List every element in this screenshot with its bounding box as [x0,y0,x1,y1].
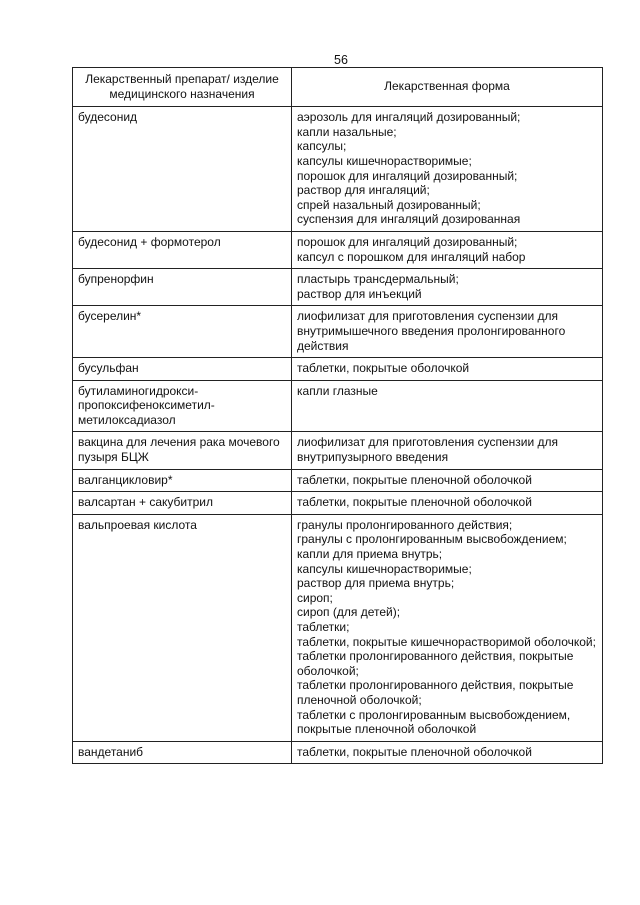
dosage-form-item: лиофилизат для приготовления суспензии для внутрипузырного введения [297,435,559,465]
dosage-form-item: гранулы пролонгированного действия; [297,517,513,532]
dosage-form-item: капли для приема внутрь; [297,547,443,562]
table-row [73,306,603,358]
dosage-form-item: раствор для ингаляций; [297,183,430,198]
dosage-form-item: порошок для ингаляций дозированный; [297,234,518,249]
drug-name-cell: будесонид + формотерол [73,231,292,268]
drug-name-cell: бусульфан [73,358,292,381]
dosage-form-item: капсулы кишечнорастворимые; [297,153,472,168]
dosage-form-item: пластырь трансдермальный; [297,272,459,287]
dosage-form-item: таблетки, покрытые пленочной оболочкой [297,495,532,510]
dosage-form-cell [292,358,603,381]
dosage-form-item: капли назальные; [297,124,397,139]
dosage-form-item: суспензия для ингаляций дозированная [297,212,521,227]
dosage-form-item: порошок для ингаляций дозированный; [297,168,518,183]
header-drug: Лекарственный препарат/ изделие медицинского назначения [73,68,292,107]
dosage-form-item: таблетки, покрытые оболочкой [297,361,470,376]
table-row [73,741,603,764]
dosage-form-item: таблетки с пролонгированным высвобождением, покрытые пленочной оболочкой [297,707,571,737]
table-row [73,358,603,381]
header-form: Лекарственная форма [292,68,603,107]
table-row [73,492,603,515]
dosage-form-cell [292,492,603,515]
dosage-form-cell [292,231,603,268]
dosage-form-cell [292,380,603,432]
dosage-form-item: таблетки пролонгированного действия, покрытые пленочной оболочкой; [297,678,574,707]
drug-name-cell: вандетаниб [73,741,292,764]
table-row [73,514,603,741]
dosage-form-item: таблетки, покрытые кишечнорастворимой оболочкой; [297,634,596,649]
table-row [73,380,603,432]
drug-name-cell: валсартан + сакубитрил [73,492,292,515]
dosage-form-cell [292,107,603,232]
dosage-form-item: раствор для инъекций [297,286,422,301]
table-row [73,231,603,268]
dosage-form-item: капсулы кишечнорастворимые; [297,561,472,576]
dosage-form-item: капсулы; [297,139,347,154]
drug-name-cell: бупренорфин [73,269,292,306]
dosage-form-cell [292,306,603,358]
dosage-form-item: раствор для приема внутрь; [297,576,455,591]
dosage-form-item: таблетки; [297,620,350,634]
dosage-form-item: спрей назальный дозированный; [297,197,481,212]
table-row [73,432,603,469]
drug-name-cell: вакцина для лечения рака мочевого пузыря БЦЖ [73,432,292,469]
dosage-form-cell [292,469,603,492]
drug-name-cell: будесонид [73,107,292,232]
dosage-form-item: сироп (для детей); [297,605,401,620]
dosage-form-item: капли глазные [297,383,378,398]
dosage-form-cell [292,741,603,764]
drug-name-cell: бутиламиногидрокси-пропоксифеноксиметил-метилоксадиазол [73,380,292,432]
table-row [73,107,603,232]
dosage-form-item: таблетки пролонгированного действия, покрытые оболочкой; [297,649,574,678]
dosage-form-cell [292,514,603,741]
dosage-form-item: аэрозоль для ингаляций дозированный; [297,110,521,125]
table-row [73,469,603,492]
dosage-form-cell [292,432,603,469]
drug-forms-table [72,67,603,764]
drug-name-cell: бусерелин* [73,306,292,358]
dosage-form-cell [292,269,603,306]
page-number: 56 [334,53,348,67]
table-body [73,107,603,764]
table-row [73,269,603,306]
dosage-form-item: капсул с порошком для ингаляций набор [297,249,526,264]
drug-name-cell: валганцикловир* [73,469,292,492]
dosage-form-item: таблетки, покрытые пленочной оболочкой [297,744,532,759]
dosage-form-item: гранулы с пролонгированным высвобождением; [297,532,567,547]
dosage-form-item: лиофилизат для приготовления суспензии для внутримышечного введения пролонгированного действия [297,309,566,353]
drug-name-cell: вальпроевая кислота [73,514,292,741]
dosage-form-item: сироп; [297,590,333,605]
dosage-form-item: таблетки, покрытые пленочной оболочкой [297,472,532,487]
table-header-row [73,68,603,107]
